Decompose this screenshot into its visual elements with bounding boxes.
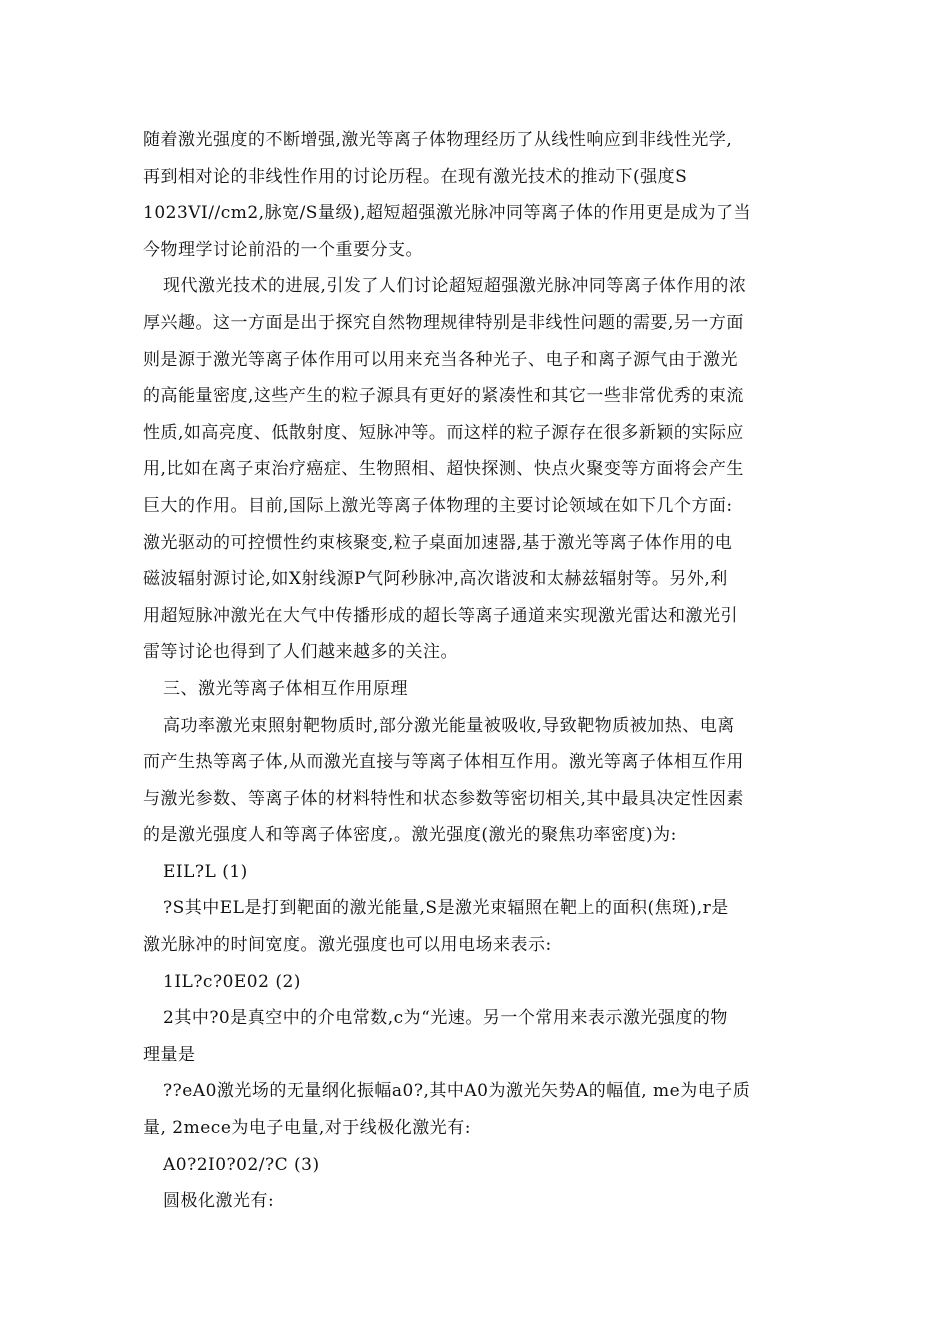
text-line: 厚兴趣。这一方面是出于探究自然物理规律特别是非线性问题的需要,另一方面 bbox=[143, 312, 744, 333]
text-line: 性质,如高亮度、低散射度、短脉冲等。而这样的粒子源存在很多新颖的实际应 bbox=[143, 422, 744, 443]
text-line: 雷等讨论也得到了人们越来越多的关注。 bbox=[143, 642, 458, 663]
text-line: 理量是 bbox=[143, 1044, 196, 1065]
text-line: 用,比如在离子束治疗癌症、生物照相、超快探测、快点火聚变等方面将会产生 bbox=[143, 459, 744, 480]
paragraph-start-line: ??eA0激光场的无量纲化振幅a0?,其中A0为激光矢势A的幅值, me为电子质 bbox=[163, 1081, 751, 1102]
text-line: 磁波辐射源讨论,如X射线源P气阿秒脉冲,高次谐波和太赫兹辐射等。另外,利 bbox=[143, 569, 728, 590]
text-line: 1023VI//cm2,脉宽/S量级),超短超强激光脉冲同等离子体的作用更是成为了当 bbox=[143, 203, 751, 224]
text-line: 的高能量密度,这些产生的粒子源具有更好的紧凑性和其它一些非常优秀的束流 bbox=[143, 386, 744, 407]
paragraph-start-line: 高功率激光束照射靶物质时,部分激光能量被吸收,导致靶物质被加热、电离 bbox=[163, 715, 735, 736]
text-line: 与激光参数、等离子体的材料特性和状态参数等密切相关,其中最具决定性因素 bbox=[143, 788, 744, 809]
text-line: 激光脉冲的时间宽度。激光强度也可以用电场来表示: bbox=[143, 935, 552, 956]
section-heading: 三、激光等离子体相互作用原理 bbox=[163, 678, 408, 699]
equation-line: 1IL?c?0E02 (2) bbox=[163, 971, 301, 992]
paragraph-start-line: 2其中?0是真空中的介电常数,c为“光速。另一个常用来表示激光强度的物 bbox=[163, 1008, 728, 1029]
text-line: 随着激光强度的不断增强,激光等离子体物理经历了从线性响应到非线性光学, bbox=[143, 130, 733, 150]
equation-line: A0?2I0?02/?C (3) bbox=[163, 1154, 320, 1175]
text-line: 而产生热等离子体,从而激光直接与等离子体相互作用。激光等离子体相互作用 bbox=[143, 752, 744, 773]
text-line: 再到相对论的非线性作用的讨论历程。在现有激光技术的推动下(强度S bbox=[143, 166, 688, 187]
equation-line: EIL?L (1) bbox=[163, 861, 248, 882]
paragraph-start-line: ?S其中EL是打到靶面的激光能量,S是激光束辐照在靶上的面积(焦斑),r是 bbox=[163, 898, 729, 919]
text-line: 今物理学讨论前沿的一个重要分支。 bbox=[143, 239, 423, 260]
text-line: 的是激光强度人和等离子体密度,。激光强度(激光的聚焦功率密度)为: bbox=[143, 825, 677, 846]
text-line: 量, 2mece为电子电量,对于线极化激光有: bbox=[143, 1118, 472, 1139]
text-line: 用超短脉冲激光在大气中传播形成的超长等离子通道来实现激光雷达和激光引 bbox=[143, 605, 738, 626]
text-line: 激光驱动的可控惯性约束核聚变,粒子桌面加速器,基于激光等离子体作用的电 bbox=[143, 532, 733, 553]
text-line: 则是源于激光等离子体作用可以用来充当各种光子、电子和离子源气由于激光 bbox=[143, 349, 738, 370]
paragraph-start-line: 圆极化激光有: bbox=[163, 1191, 275, 1212]
text-line: 巨大的作用。目前,国际上激光等离子体物理的主要讨论领域在如下几个方面: bbox=[143, 495, 733, 516]
paragraph-start-line: 现代激光技术的进展,引发了人们讨论超短超强激光脉冲同等离子体作用的浓 bbox=[163, 276, 747, 297]
document-body bbox=[143, 122, 811, 1220]
